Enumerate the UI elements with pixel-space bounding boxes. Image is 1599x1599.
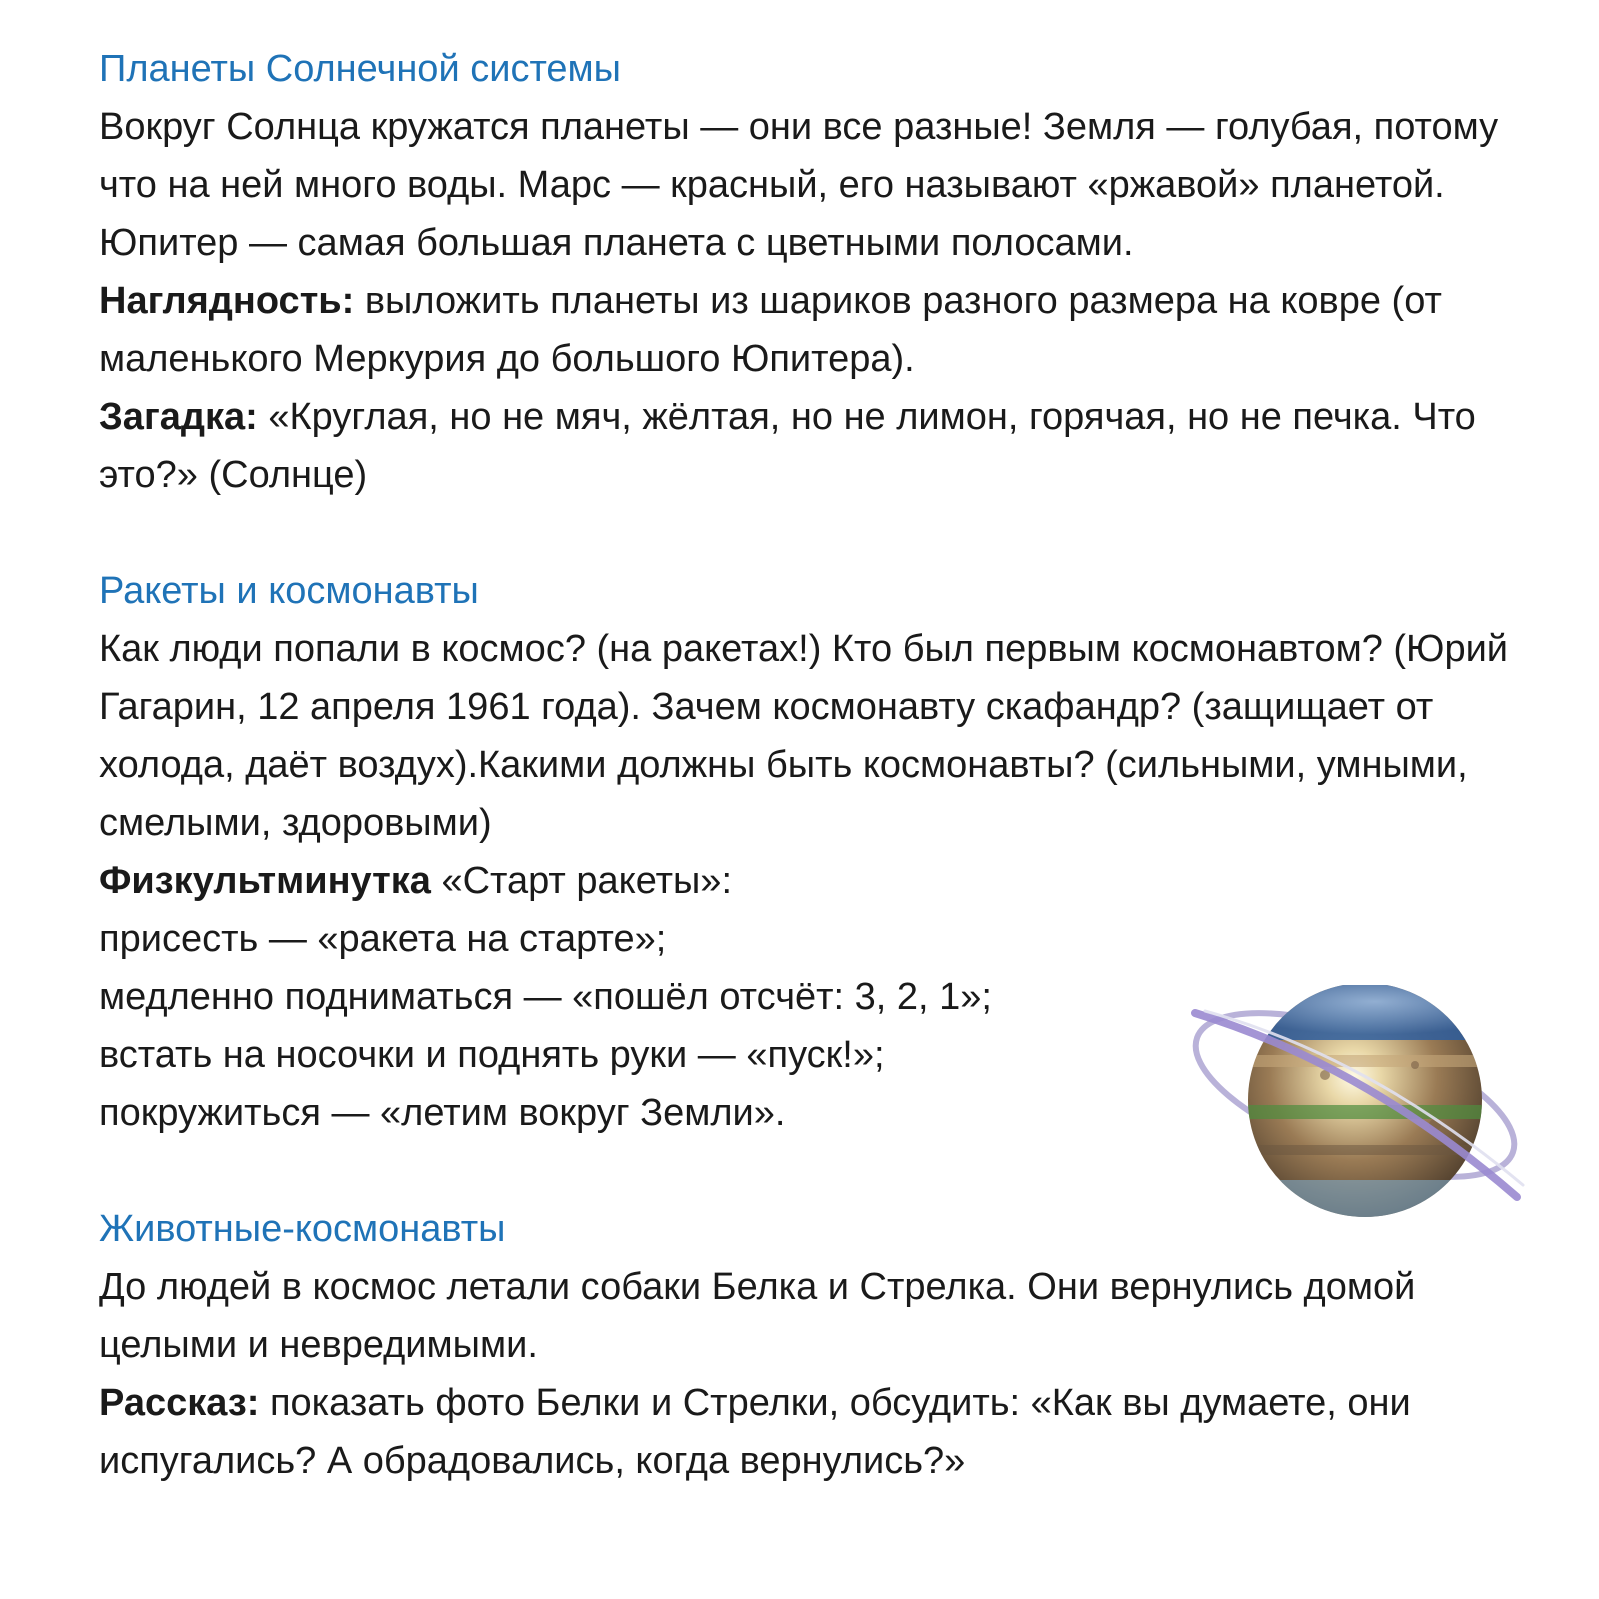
exercise-step: встать на носочки и поднять руки — «пуск!»; (99, 1034, 885, 1076)
riddle-label: Загадка: (99, 396, 258, 438)
section-heading-rockets: Ракеты и космонавты (99, 570, 479, 612)
section-spacer (99, 504, 1519, 562)
exercise-step: медленно подниматься — «пошёл отсчёт: 3, 2, 1»; (99, 976, 992, 1018)
document-page (99, 40, 1519, 1490)
visual-aid-label: Наглядность: (99, 280, 355, 322)
exercise-title: «Старт ракеты»: (430, 860, 732, 902)
exercise-step: присесть — «ракета на старте»; (99, 918, 667, 960)
animals-paragraph: До людей в космос летали собаки Белка и Стрелка. Они вернулись домой целыми и невредимыми. (99, 1266, 1416, 1366)
section-heading-planets: Планеты Солнечной системы (99, 48, 621, 90)
exercise-step: покружиться — «летим вокруг Земли». (99, 1092, 786, 1134)
exercise-label: Физкультминутка (99, 860, 431, 902)
story-label: Рассказ: (99, 1382, 260, 1424)
ringed-planet-icon (1185, 985, 1525, 1225)
visual-aid-paragraph (99, 272, 1519, 388)
riddle-text: «Круглая, но не мяч, жёлтая, но не лимон, горячая, но не печка. Что это?» (Солнце) (99, 396, 1476, 496)
section-heading-animals: Животные-космонавты (99, 1208, 506, 1250)
planets-paragraph: Вокруг Солнца кружатся планеты — они все разные! Земля — голубая, потому что на ней много воды. Марс — красный, его называют «ржавой» планетой. Юпитер — самая большая планета с цветными полосами. (99, 106, 1499, 264)
story-text: показать фото Белки и Стрелки, обсудить: «Как вы думаете, они испугались? А обрадовались, когда вернулись?» (99, 1382, 1411, 1482)
exercise-title-paragraph (99, 852, 1519, 910)
rockets-paragraph: Как люди попали в космос? (на ракетах!) Кто был первым космонавтом? (Юрий Гагарин, 12 апреля 1961 года). Зачем космонавту скафандр? (защищает от холода, даёт воздух).Какими должны быть космонавты? (сильными, умными, смелыми, здоровыми) (99, 628, 1509, 844)
visual-aid-text: выложить планеты из шариков разного размера на ковре (от маленького Меркурия до большого Юпитера). (99, 280, 1442, 380)
riddle-paragraph (99, 388, 1519, 504)
story-paragraph (99, 1374, 1519, 1490)
